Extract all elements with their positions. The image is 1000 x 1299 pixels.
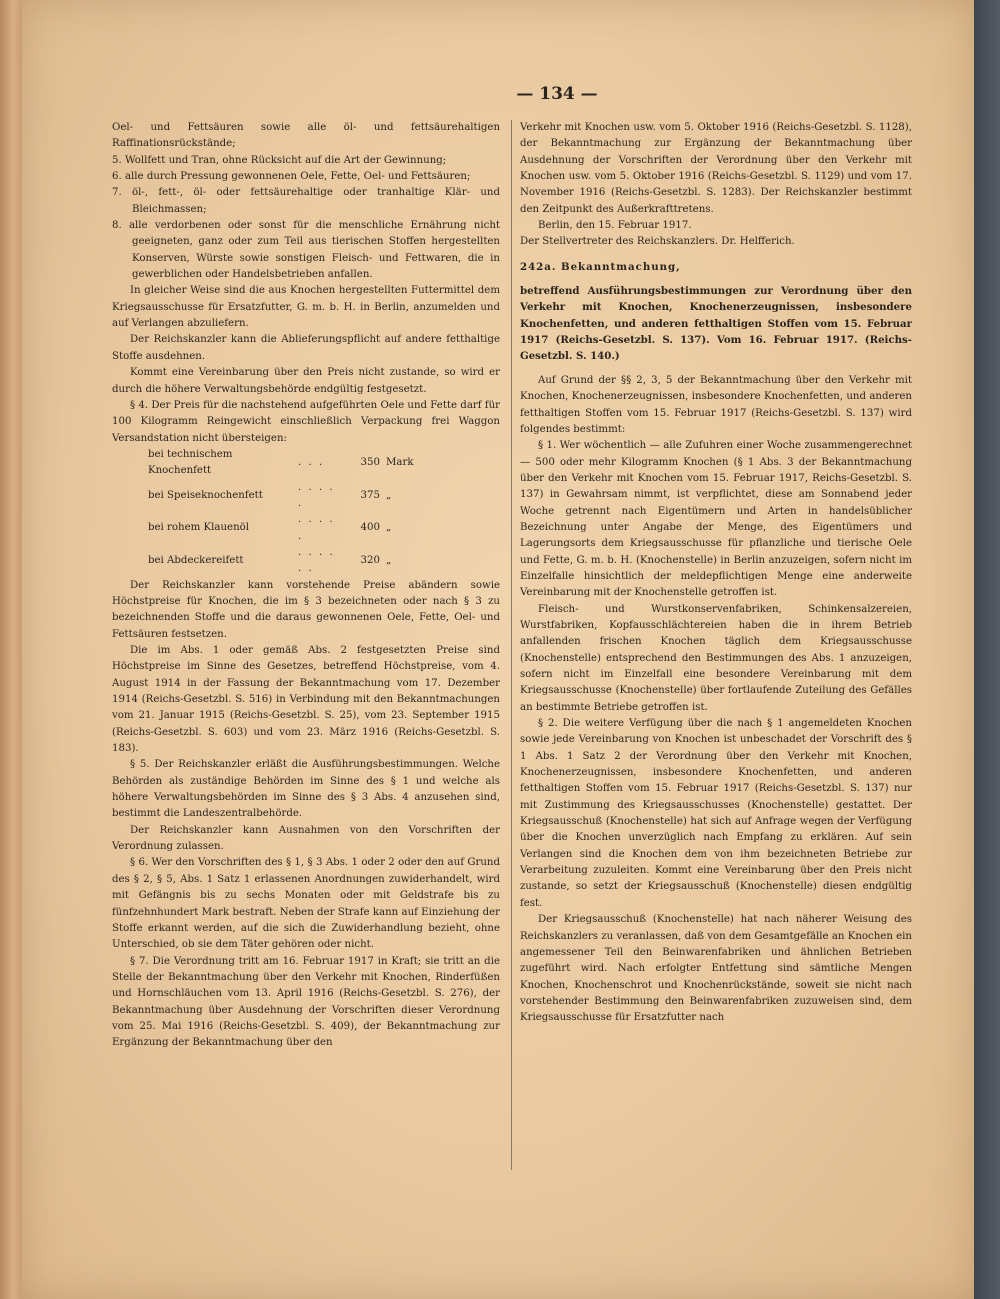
list-item: 8. alle verdorbenen oder sonst für die menschliche Ernährung nicht geeigneten, ganz oder zum Teil aus tierischen Stoffen hergestellten Konserven, Würste sowie sonstigen Fleisch- und Fettwaren, die in gewerblichen oder Handelsbetrieben anfallen. [112, 220, 500, 281]
leader-dots: . . . . . [298, 481, 335, 509]
paragraph: Verkehr mit Knochen usw. vom 5. Oktober 1916 (Reichs-Gesetzbl. S. 1128), der Bekanntmachung zur Ergänzung der Bekanntmachung über Ausdehnung der Vorschriften der Verordnung über den Verkehr mit Knochen usw. vom 5. Oktober 1916 (Reichs-Gesetzbl. S. 1129) und vom 17. November 1916 (Reichs-Gesetzbl. S. 1283). Der Reichskanzler bestimmt den Zeitpunkt des Außerkrafttretens. [520, 122, 912, 215]
paragraph: Auf Grund der §§ 2, 3, 5 der Bekanntmachung über den Verkehr mit Knochen, Knochenerzeugnissen, insbesondere Knochenfetten, und anderen fetthaltigen Stoffen vom 15. Februar 1917 (Reichs-Gesetzbl. S. 137) wird folgendes bestimmt: [520, 374, 912, 435]
price-table [148, 447, 426, 578]
page-number: — 134 — [516, 84, 598, 104]
list-item: 6. alle durch Pressung gewonnenen Oele, Fette, Oel- und Fettsäuren; [112, 171, 471, 183]
table-row [148, 447, 426, 480]
paragraph-section-7: § 7. Die Verordnung tritt am 16. Februar 1917 in Kraft; sie tritt an die Stelle der Bekanntmachung über den Verkehr mit Knochen, Rinderfüßen und Hornschläuchen vom 13. April 1916 (Reichs-Gesetzbl. S. 276), der Bekanntmachung über Ausdehnung der Vorschriften dieser Verordnung vom 25. Mai 1916 (Reichs-Gesetzbl. S. 409), der Bekanntmachung zur Ergänzung der Bekanntmachung über den [112, 955, 500, 1049]
paragraph-section-6: § 6. Wer den Vorschriften des § 1, § 3 Abs. 1 oder 2 oder den auf Grund des § 2, § 5, Abs. 1 Satz 1 erlassenen Anordnungen zuwiderhandelt, wird mit Gefängnis bis zu sechs Monaten oder mit Geldstrafe bis zu fünfzehnhundert Mark bestraft. Neben der Strafe kann auf Einziehung der Stoffe erkannt werden, auf die sich die Zuwiderhandlung bezieht, ohne Unterschied, ob sie dem Täter gehören oder nicht. [112, 857, 500, 951]
column-divider [511, 120, 512, 1170]
price-unit: Mark [386, 457, 414, 469]
price-unit: „ [386, 489, 392, 501]
price-item: bei rohem Klauenöl [148, 522, 250, 534]
price-item: bei Speiseknochenfett [148, 489, 263, 501]
table-row [148, 512, 426, 545]
leader-dots: . . . [298, 457, 325, 469]
leader-dots: . . . . . [298, 514, 335, 542]
paragraph-section-2: § 2. Die weitere Verfügung über die nach § 1 angemeldeten Knochen sowie jede Vereinbarung von Knochen ist unbeschadet der Vorschrift des § 1 Abs. 1 Satz 2 der Verordnung über den Verkehr mit Knochen, Knochenerzeugnissen, insbesondere Knochenfetten, und anderen fetthaltigen Stoffen vom 15. Februar 1917 (Reichs-Gesetzbl. S. 137) nur mit Zustimmung des Kriegsausschusses (Knochenstelle) gestattet. Der Kriegsausschuß (Knochenstelle) hat sich auf Anfrage wegen der Verfügung über die Knochen unverzüglich nach Empfang zu erklären. Auf sein Verlangen sind die Knochen dem von ihm bezeichneten Betriebe zur Verarbeitung zuzuleiten. Kommt eine Vereinbarung über den Preis nicht zustande, so setzt der Kriegsausschuß (Knochenstelle) diesen endgültig fest. [520, 718, 912, 909]
place-date: Berlin, den 15. Februar 1917. [538, 220, 692, 232]
price-unit: „ [386, 522, 392, 534]
paragraph-section-4: § 4. Der Preis für die nachstehend aufgeführten Oele und Fette darf für 100 Kilogramm Reingewicht einschließlich Verpackung frei Waggon Versandstation nicht übersteigen: [112, 399, 500, 444]
announcement-heading: 242a. Bekanntmachung, [520, 260, 681, 273]
paragraph: Der Reichskanzler kann die Ablieferungspflicht auf andere fetthaltige Stoffe ausdehnen. [112, 334, 500, 362]
left-column [112, 120, 500, 1052]
price-value: 400 [360, 522, 380, 534]
paragraph-section-1: § 1. Wer wöchentlich — alle Zufuhren einer Woche zusammengerechnet — 500 oder mehr Kilogramm Knochen (§ 1 Abs. 3 der Bekanntmachung über den Verkehr mit Knochen vom 15. Februar 1917, Reichs-Gesetzbl. S. 137) in Gewahrsam nimmt, ist verpflichtet, diese am Sonnabend jeder Woche getrennt nach Eigentümern und Arten in handelsüblicher Bezeichnung unter Angabe der Menge, des Eigentümers und Lagerungsorts dem Kriegsausschusse für pflanzliche und tierische Oele und Fette, G. m. b. H. (Knochenstelle) in Berlin anzuzeigen, sofern nicht im Einzelfalle hinsichtlich der meldepflichtigen Menge eine anderweite Vereinbarung mit der Knochenstelle getroffen ist. [520, 440, 912, 599]
price-value: 350 [360, 457, 380, 469]
price-item: bei Abdeckereifett [148, 555, 244, 567]
book-cover-board [974, 0, 1000, 1299]
table-row [148, 480, 426, 513]
price-unit: „ [386, 555, 392, 567]
list-item: 5. Wollfett und Tran, ohne Rücksicht auf die Art der Gewinnung; [112, 154, 447, 166]
signature: Der Stellvertreter des Reichskanzlers. Dr. Helfferich. [520, 236, 795, 248]
paragraph: Der Kriegsausschuß (Knochenstelle) hat nach näherer Weisung des Reichskanzlers zu veranlassen, daß von dem Gesamtgefälle an Knochen ein angemessener Teil den Beinwarenfabriken und ähnlichen Betrieben zugeführt wird. Nach erfolgter Entfettung sind sämtliche Mengen Knochen, Knochenschrot und Knochenrückstände, soweit sie nicht nach vorstehender Bestimmung den Beinwarenfabriken zuzuweisen sind, dem Kriegsausschusse für Ersatzfutter nach [520, 914, 912, 1024]
list-item: Oel- und Fettsäuren sowie alle öl- und fettsäurehaltigen Raffinationsrückstände; [112, 122, 500, 150]
list-item: 7. öl-, fett-, öl- oder fettsäurehaltige oder tranhaltige Klär- und Bleichmassen; [112, 187, 500, 215]
table-row [148, 545, 426, 578]
right-column [520, 120, 912, 1027]
price-value: 375 [360, 489, 380, 501]
paragraph: Kommt eine Vereinbarung über den Preis nicht zustande, so wird er durch die höhere Verwaltungsbehörde endgültig festgesetzt. [112, 367, 500, 395]
paragraph: Der Reichskanzler kann vorstehende Preise abändern sowie Höchstpreise für Knochen, die im § 3 bezeichneten oder nach § 3 zu bezeichnenden Stoffe und die daraus gewonnenen Oele, Fette, Oel- und Fettsäuren festsetzen. [112, 579, 500, 640]
paragraph: Fleisch- und Wurstkonservenfabriken, Schinkensalzereien, Wurstfabriken, Kopfausschlächtereien haben die in ihrem Betrieb anfallenden frischen Knochen täglich dem Kriegsausschusse (Knochenstelle) entsprechend den Bestimmungen des Abs. 1 anzuzeigen, sofern nicht im Einzelfall eine besondere Vereinbarung mit dem Kriegsausschusse (Knochenstelle) über fortlaufende Zuteilung des Gefälles an bestimmte Betriebe getroffen ist. [520, 603, 912, 713]
price-item: bei technischem Knochenfett [148, 448, 233, 477]
announcement-title: betreffend Ausführungsbestimmungen zur Verordnung über den Verkehr mit Knochen, Knochenerzeugnissen, insbesondere Knochenfetten, und anderen fetthaltigen Stoffen vom 15. Februar 1917 (Reichs-Gesetzbl. S. 137). Vom 16. Februar 1917. (Reichs-Gesetzbl. S. 140.) [520, 285, 912, 363]
price-value: 320 [360, 555, 380, 567]
paragraph-section-5: § 5. Der Reichskanzler erläßt die Ausführungsbestimmungen. Welche Behörden als zuständige Behörden im Sinne des § 1 und welche als höhere Verwaltungsbehörden im Sinne des § 3 Abs. 4 anzusehen sind, bestimmt die Landeszentralbehörde. [112, 759, 500, 820]
book-binding-edge [0, 0, 22, 1299]
paragraph: Der Reichskanzler kann Ausnahmen von den Vorschriften der Verordnung zulassen. [112, 824, 500, 853]
paragraph: In gleicher Weise sind die aus Knochen hergestellten Futtermittel dem Kriegsausschusse für Ersatzfutter, G. m. b. H. in Berlin, anzumelden und auf Verlangen abzuliefern. [112, 285, 500, 330]
paragraph: Die im Abs. 1 oder gemäß Abs. 2 festgesetzten Preise sind Höchstpreise im Sinne des Gesetzes, betreffend Höchstpreise, vom 4. August 1914 in der Fassung der Bekanntmachung vom 17. Dezember 1914 (Reichs-Gesetzbl. S. 516) in Verbindung mit den Bekanntmachungen vom 21. Januar 1915 (Reichs-Gesetzbl. S. 25), vom 23. September 1915 (Reichs-Gesetzbl. S. 603) und vom 23. März 1916 (Reichs-Gesetzbl. S. 183). [112, 645, 500, 755]
leader-dots: . . . . . . [298, 546, 335, 575]
